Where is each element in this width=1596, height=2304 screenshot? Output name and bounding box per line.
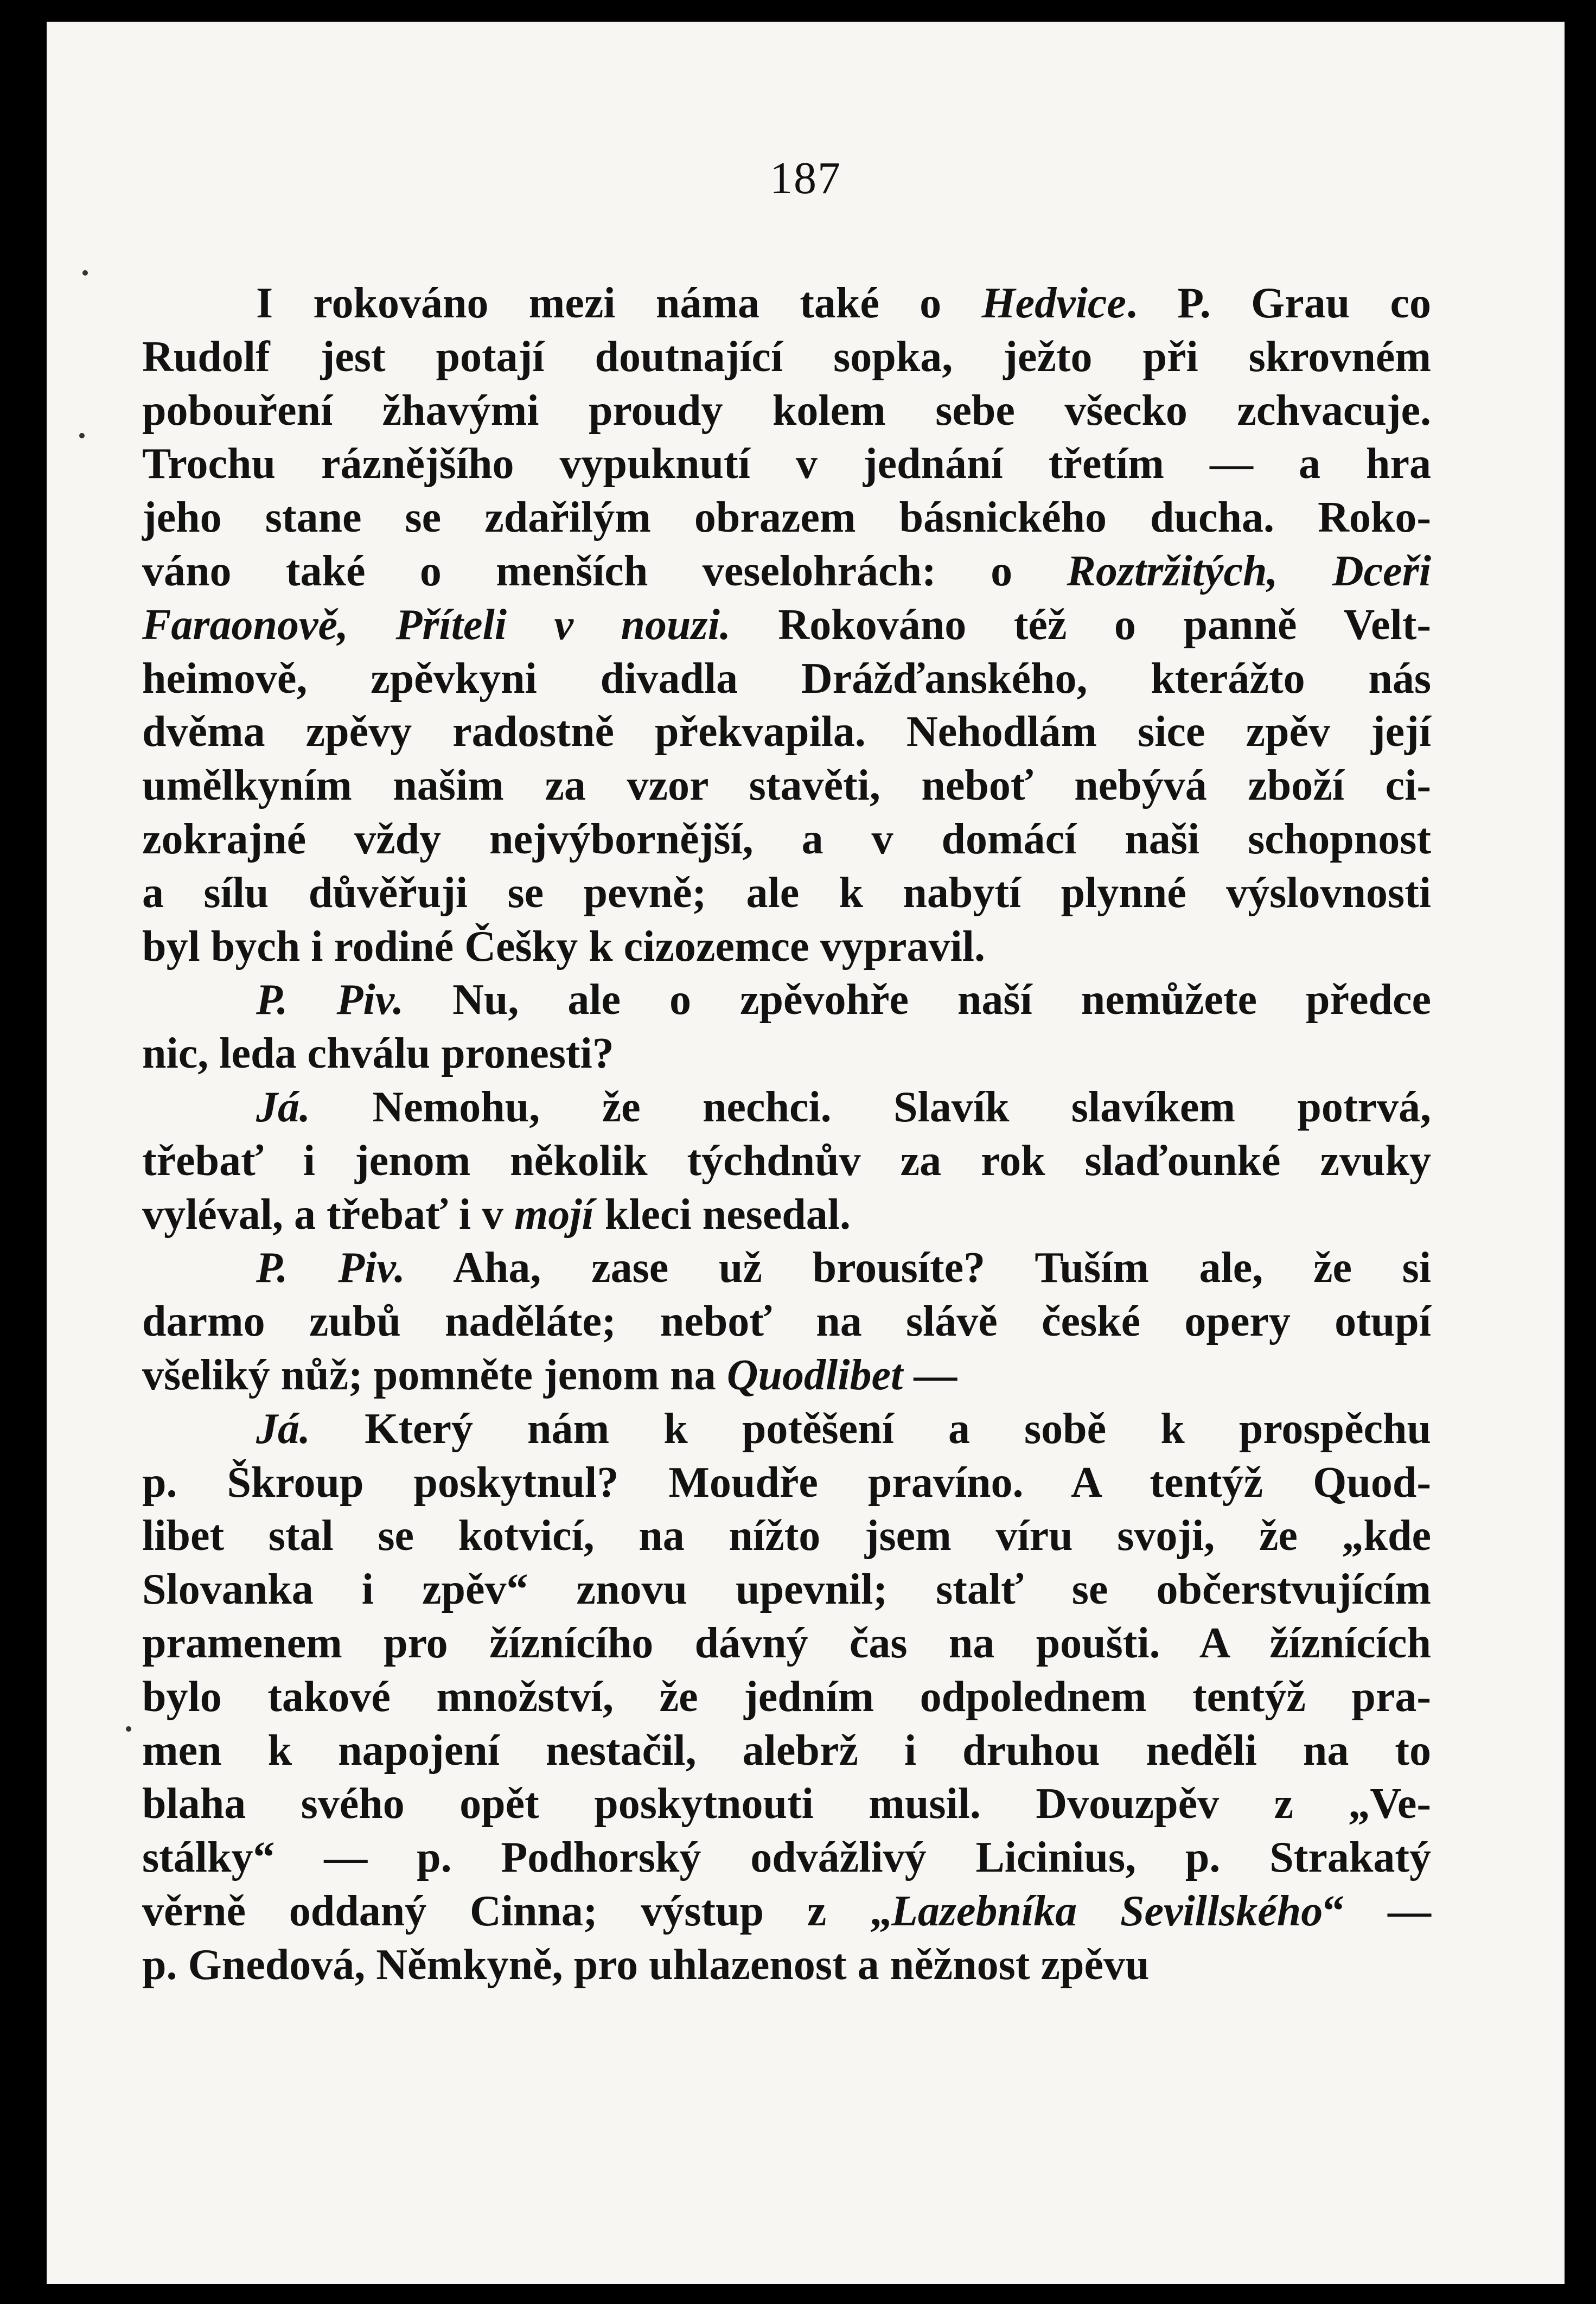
text-run: Rokováno též o panně Velt- xyxy=(730,601,1431,649)
text-line xyxy=(142,1670,1431,1724)
text-run: darmo zubů naděláte; neboť na slávě české opery otupí xyxy=(142,1298,1431,1346)
text-run: všeliký nůž; pomněte jenom na xyxy=(142,1351,727,1399)
text-run: zokrajné vždy nejvýbornější, a v domácí naši schopnost xyxy=(142,815,1431,863)
text-line xyxy=(142,330,1431,384)
text-run: p. Škroup poskytnul? Moudře pravíno. A tentýž Quod- xyxy=(142,1458,1431,1507)
italic-text: mojí xyxy=(514,1190,594,1239)
text-line xyxy=(142,437,1431,491)
text-run: jeho stane se zdařilým obrazem básnického ducha. Roko- xyxy=(142,494,1431,542)
italic-text: Lazebníka Sevillského xyxy=(891,1887,1323,1935)
text-run: heimově, zpěvkyni divadla Drážďanského, kterážto nás xyxy=(142,654,1431,703)
text-run: I rokováno mezi náma také o xyxy=(256,279,982,327)
text-line xyxy=(142,1563,1431,1617)
text-run: blaha svého opět poskytnouti musil. Dvouzpěv z „Ve- xyxy=(142,1780,1431,1828)
text-line xyxy=(142,277,1431,330)
text-line xyxy=(142,491,1431,545)
book-page xyxy=(47,22,1565,2284)
text-run: Nu, ale o zpěvohře naší nemůžete předce xyxy=(404,976,1431,1024)
text-line xyxy=(142,1188,1431,1242)
text-line xyxy=(142,598,1431,652)
italic-text: P. Piv. xyxy=(256,976,404,1024)
text-run: pobouření žhavými proudy kolem sebe všecko zchvacuje. xyxy=(142,386,1431,435)
paragraph xyxy=(142,1241,1431,1402)
text-line xyxy=(142,652,1431,706)
text-line xyxy=(142,1241,1431,1295)
italic-text: Já. xyxy=(256,1083,310,1131)
text-run: Aha, zase už brousíte? Tuším ale, že si xyxy=(405,1244,1432,1292)
paragraph xyxy=(142,1402,1431,1992)
text-run: “ — xyxy=(1323,1887,1432,1935)
text-run: Rudolf jest potají doutnající sopka, ježto při skrovném xyxy=(142,333,1431,381)
text-run: dvěma zpěvy radostně překvapila. Nehodlám sice zpěv její xyxy=(142,708,1431,756)
margin-speck xyxy=(79,433,85,438)
text-line xyxy=(142,973,1431,1027)
text-run: pramenem pro žíznícího dávný čas na poušti. A žíznících xyxy=(142,1619,1431,1667)
text-line xyxy=(142,1831,1431,1885)
text-run: kleci nesedal. xyxy=(593,1190,851,1239)
text-run: váno také o menších veselohrách: o xyxy=(142,547,1067,595)
text-run: a sílu důvěřuji se pevně; ale k nabytí plynné výslovnosti xyxy=(142,869,1431,917)
text-run: vyléval, a třebať i v xyxy=(142,1190,515,1239)
text-line xyxy=(142,1938,1431,1992)
paragraph xyxy=(142,277,1431,973)
text-run: bylo takové množství, že jedním odpolednem tentýž pra- xyxy=(142,1673,1431,1721)
text-line xyxy=(142,1349,1431,1402)
text-run: Nemohu, že nechci. Slavík slavíkem potrvá, xyxy=(310,1083,1431,1131)
text-line xyxy=(142,1027,1431,1081)
margin-speck xyxy=(82,270,88,276)
text-line xyxy=(142,759,1431,813)
text-line xyxy=(142,1134,1431,1188)
italic-text: Faraonově, Příteli v nouzi. xyxy=(142,601,731,649)
text-run: Trochu ráznějšího vypuknutí v jednání třetím — a hra xyxy=(142,440,1431,488)
text-line xyxy=(142,384,1431,438)
italic-text: Roztržitých, Dceři xyxy=(1067,547,1432,595)
italic-text: P. Piv. xyxy=(256,1244,405,1292)
page-number: 187 xyxy=(770,153,841,203)
margin-speck xyxy=(126,1726,131,1732)
text-run: Slovanka i zpěv“ znovu upevnil; stalť se občerstvujícím xyxy=(142,1566,1431,1614)
italic-text: Já. xyxy=(256,1405,310,1453)
text-line xyxy=(142,545,1431,598)
text-line xyxy=(142,866,1431,920)
text-run: věrně oddaný Cinna; výstup z „ xyxy=(142,1887,891,1935)
text-line xyxy=(142,920,1431,974)
text-run: byl bych i rodiné Češky k cizozemce vypravil. xyxy=(142,922,985,971)
text-line xyxy=(142,705,1431,759)
text-run: nic, leda chválu pronesti? xyxy=(142,1030,614,1078)
text-line xyxy=(142,1885,1431,1938)
text-run: stálky“ — p. Podhorský odvážlivý Licinius, p. Strakatý xyxy=(142,1834,1431,1882)
text-line xyxy=(142,1081,1431,1134)
text-line xyxy=(142,1456,1431,1510)
paragraph xyxy=(142,973,1431,1081)
text-line xyxy=(142,1402,1431,1456)
italic-text: Quodlibet xyxy=(726,1351,903,1399)
text-run: — xyxy=(903,1351,957,1399)
paragraph xyxy=(142,1081,1431,1241)
text-line xyxy=(142,1295,1431,1349)
text-run: libet stal se kotvicí, na nížto jsem víru svoji, že „kde xyxy=(142,1512,1431,1560)
text-run: . P. Grau co xyxy=(1126,279,1431,327)
text-line xyxy=(142,1777,1431,1831)
text-line xyxy=(142,1617,1431,1670)
text-run: men k napojení nestačil, alebrž i druhou neděli na to xyxy=(142,1726,1431,1775)
text-line xyxy=(142,1724,1431,1778)
text-line xyxy=(142,813,1431,866)
text-line xyxy=(142,1509,1431,1563)
italic-text: Hedvice xyxy=(981,279,1126,327)
text-run: Který nám k potěšení a sobě k prospěchu xyxy=(310,1405,1431,1453)
text-run: třebať i jenom několik týchdnův za rok slaďounké zvuky xyxy=(142,1137,1431,1185)
body-text xyxy=(142,277,1431,1992)
text-run: umělkyním našim za vzor stavěti, neboť nebývá zboží ci- xyxy=(142,762,1431,810)
text-run: p. Gnedová, Němkyně, pro uhlazenost a něžnost zpěvu xyxy=(142,1941,1150,1989)
